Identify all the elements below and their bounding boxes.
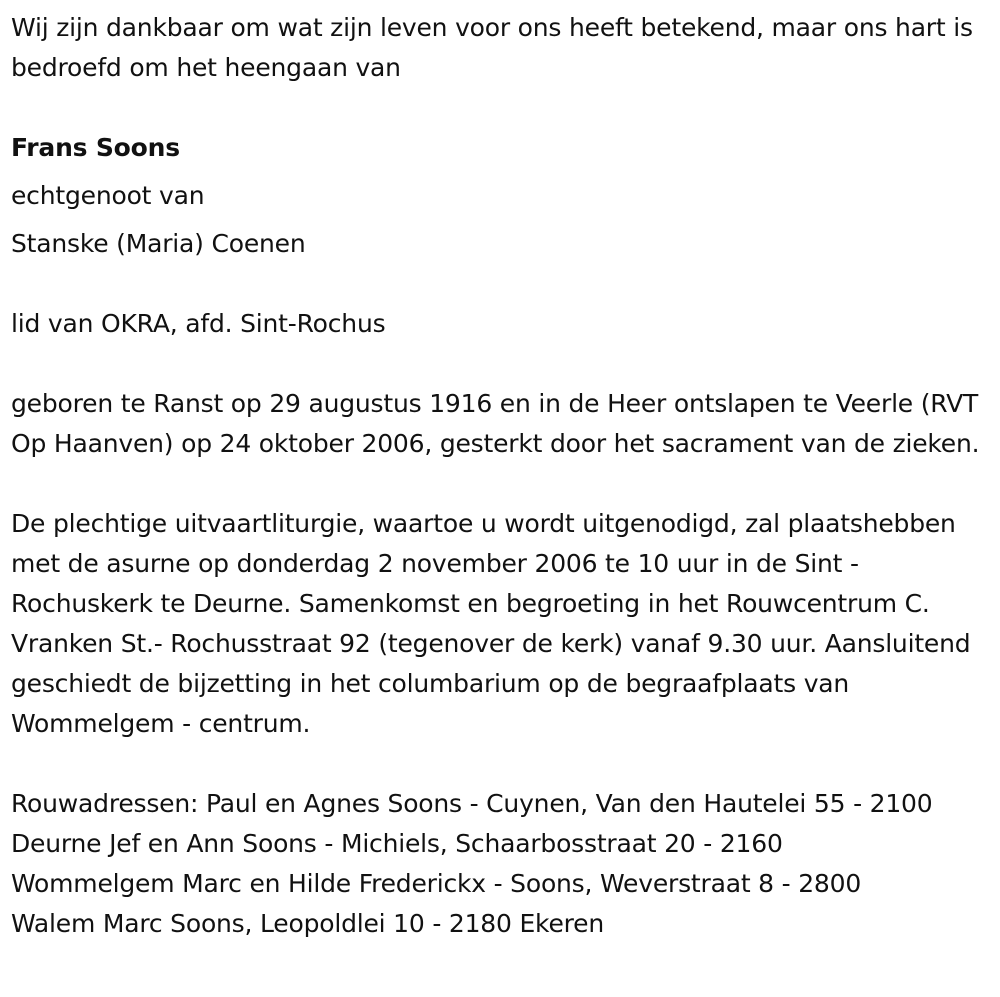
spacer (11, 88, 996, 128)
spacer (11, 264, 996, 304)
address-line: Wommelgem Marc en Hilde Frederickx - Soons, Weverstraat 8 - 2800 (11, 869, 862, 898)
spouse-name: Stanske (Maria) Coenen (11, 229, 306, 258)
spacer (11, 744, 996, 784)
funeral-paragraph: De plechtige uitvaartliturgie, waartoe u wordt uitgenodigd, zal plaatshebben met de asurne op donderdag 2 november 2006 te 10 uur in de Sint - Rochuskerk te Deurne. Samenkomst en begroeting in het Rouwcentrum C. Vranken St.- Rochusstraat 92 (tegenover de kerk) vanaf 9.30 uur. Aansluitend geschiedt de bijzetting in het columbarium op de begraafplaats van Wommelgem - centrum. (11, 509, 971, 738)
obituary-text (11, 8, 996, 944)
birth-death-paragraph: geboren te Ranst op 29 augustus 1916 en in de Heer ontslapen te Veerle (RVT Op Haanven) op 24 oktober 2006, gesterkt door het sacrament van de zieken. (11, 389, 980, 458)
address-line: Rouwadressen: Paul en Agnes Soons - Cuynen, Van den Hautelei 55 - 2100 (11, 789, 933, 818)
membership-line: lid van OKRA, afd. Sint-Rochus (11, 309, 386, 338)
spacer (11, 464, 996, 504)
spacer (11, 344, 996, 384)
mourning-addresses (11, 784, 996, 944)
intro-paragraph: Wij zijn dankbaar om wat zijn leven voor ons heeft betekend, maar ons hart is bedroefd om het heengaan van (11, 13, 973, 82)
address-line: Walem Marc Soons, Leopoldlei 10 - 2180 Ekeren (11, 909, 604, 938)
deceased-name: Frans Soons (11, 133, 180, 162)
spouse-label: echtgenoot van (11, 181, 205, 210)
address-line: Deurne Jef en Ann Soons - Michiels, Schaarbosstraat 20 - 2160 (11, 829, 783, 858)
